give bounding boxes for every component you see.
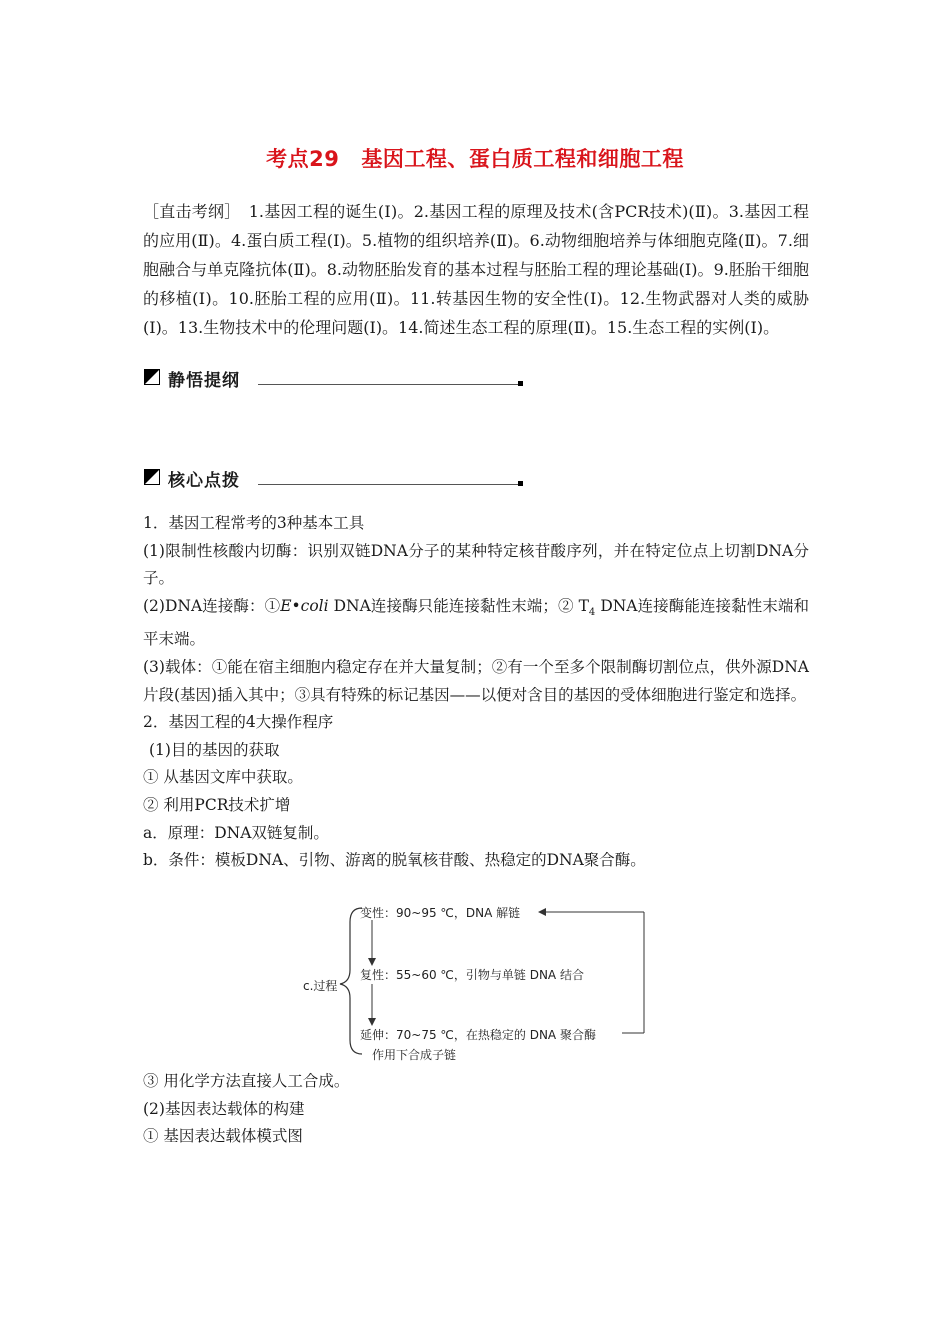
title-number: 考点29	[266, 147, 340, 171]
section-label: 核心点拨	[168, 471, 240, 491]
section-rule	[258, 484, 520, 485]
content-body	[143, 510, 809, 875]
paragraph: a．原理：DNA双链复制。	[143, 823, 329, 842]
paragraph: ① 基因表达载体模式图	[143, 1127, 303, 1146]
content-after-diagram	[143, 1068, 809, 1151]
page-title	[0, 143, 950, 173]
section-end-dot	[518, 381, 523, 386]
title-text: 基因工程、蛋白质工程和细胞工程	[361, 147, 684, 171]
paragraph: ③ 用化学方法直接人工合成。	[143, 1072, 350, 1090]
text-run: •	[291, 596, 301, 615]
section-header-review	[144, 366, 534, 391]
text-run: coli	[300, 596, 329, 615]
paragraph: 2．基因工程的4大操作程序	[143, 713, 334, 732]
paragraph: (3)载体：①能在宿主细胞内稳定存在并大量复制；②有一个至多个限制酶切割位点，供外源DNA片段(基因)插入其中；③具有特殊的标记基因——以便对含目的基因的受体细胞进行鉴定和选择。	[143, 658, 809, 704]
exam-outline: ［直击考纲］ 1.基因工程的诞生(Ⅰ)。2.基因工程的原理及技术(含PCR技术)(Ⅱ)。3.基因工程的应用(Ⅱ)。4.蛋白质工程(Ⅰ)。5.植物的组织培养(Ⅱ)。6.动物细胞培养与体细胞克隆(Ⅱ)。7.细胞融合与单克隆抗体(Ⅱ)。8.动物胚胎发育的基本过程与胚胎工程的理论基础(Ⅰ)。9.胚胎干细胞的移植(Ⅰ)。10.胚胎工程的应用(Ⅱ)。11.转基因生物的安全性(Ⅰ)。12.生物武器对人类的威胁(Ⅰ)。13.生物技术中的伦理问题(Ⅰ)。14.简述生态工程的原理(Ⅱ)。15.生态工程的实例(Ⅰ)。	[143, 202, 809, 337]
pcr-process-diagram	[300, 900, 660, 1065]
step-anneal: 复性：55~60 ℃，引物与单链 DNA 结合	[360, 968, 584, 982]
paragraph: b．条件：模板DNA、引物、游离的脱氧核苷酸、热稳定的DNA聚合酶。	[143, 851, 646, 870]
paragraph	[143, 593, 809, 654]
text-run: (2)DNA连接酶：①	[143, 596, 281, 615]
process-label: c.过程	[303, 979, 338, 993]
arrow-head-1	[368, 958, 376, 966]
section-label: 静悟提纲	[168, 371, 240, 391]
paragraph: (1)限制性核酸内切酶：识别双链DNA分子的某种特定核苷酸序列，并在特定位点上切割DNA分子。	[143, 541, 809, 588]
brace-shape	[340, 908, 362, 1054]
paragraph: 1．基因工程常考的3种基本工具	[143, 514, 365, 532]
section-header-core	[144, 466, 534, 491]
step-denature: 变性：90~95 ℃，DNA 解链	[360, 906, 521, 920]
subscript: 4	[588, 606, 596, 618]
paragraph: ② 利用PCR技术扩增	[143, 796, 291, 815]
paragraph: ① 从基因文库中获取。	[143, 768, 303, 787]
paragraph: (1)目的基因的获取	[149, 740, 280, 759]
section-rule	[258, 384, 520, 385]
arrow-head-2	[368, 1018, 376, 1026]
step-extend: 延伸：70~75 ℃，在热稳定的 DNA 聚合酶	[360, 1028, 596, 1042]
section-end-dot	[518, 481, 523, 486]
text-run: DNA连接酶只能连接黏性末端；② T	[328, 596, 589, 615]
paragraph: (2)基因表达载体的构建	[143, 1099, 305, 1118]
step-extend-cont: 作用下合成子链	[372, 1048, 457, 1062]
text-run: E	[280, 596, 292, 615]
text-run: DNA连接酶能连接黏性末端和平末端。	[143, 596, 809, 649]
loop-arrow-head	[538, 908, 546, 916]
